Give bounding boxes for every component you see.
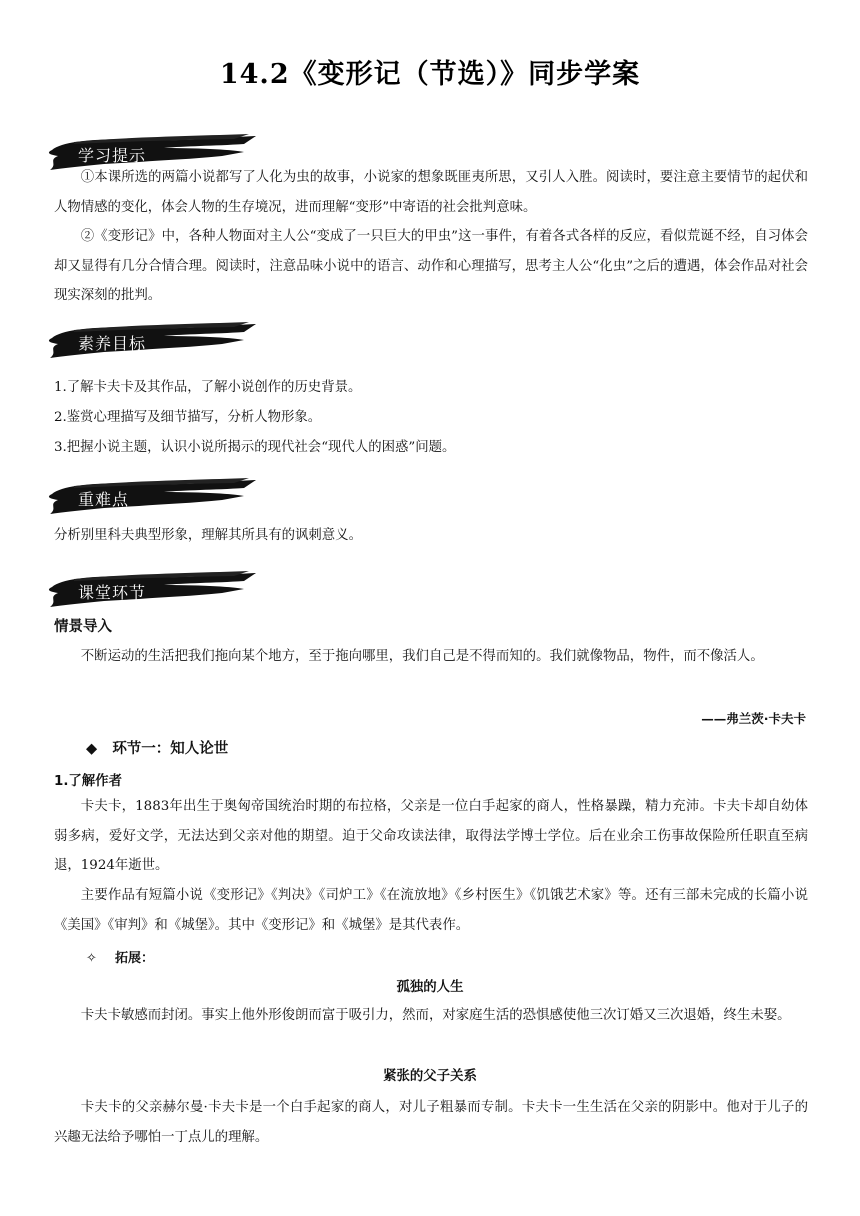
tips-paragraph-2: ②《变形记》中，各种人物面对主人公“变成了一只巨大的甲虫”这一事件，有着各式各样的反应，看似荒诞不经，自习体会却又显得有几分合情合理。阅读时，注意品味小说中的语言、动作和心理描写，思考主人公“化虫”之后的遭遇，体会作品对社会现实深刻的批判。 xyxy=(54,229,808,303)
page-title: 14.2《变形记（节选）》同步学案 xyxy=(219,59,641,90)
brush-stroke-icon xyxy=(44,571,259,611)
link1-heading xyxy=(86,737,228,758)
author-paragraph-1: 卡夫卡，1883年出生于奥匈帝国统治时期的布拉格，父亲是一位白手起家的商人，性格暴躁，精力充沛。卡夫卡却自幼体弱多病，爱好文学，无法达到父亲对他的期望。迫于父命攻读法律，取得法学博士学位。后在业余工伤事故保险所任职直至病退，1924年逝世。 xyxy=(54,799,808,873)
section-banner-class xyxy=(44,571,259,611)
section-heading: 重难点 xyxy=(78,490,130,509)
section-heading: 素养目标 xyxy=(78,334,147,353)
expand-label: 拓展： xyxy=(115,951,155,966)
star-bullet-icon: ✧ xyxy=(86,951,97,966)
section-banner-key xyxy=(44,478,259,518)
goal-item-1: 1.了解卡夫卡及其作品，了解小说创作的历史背景。 xyxy=(54,380,362,395)
father-title: 紧张的父子关系 xyxy=(383,1069,477,1084)
diamond-bullet-icon: ◆ xyxy=(86,741,98,757)
intro-title: 情景导入 xyxy=(54,619,112,635)
brush-stroke-icon xyxy=(44,322,259,362)
intro-text: 不断运动的生活把我们拖向某个地方，至于拖向哪里，我们自己是不得而知的。我们就像物品，物件，而不像活人。 xyxy=(80,649,764,664)
brush-stroke-icon xyxy=(44,478,259,518)
section-heading: 学习提示 xyxy=(78,146,147,165)
link1-title: 环节一：知人论世 xyxy=(112,741,229,757)
tips-paragraph-1: ①本课所选的两篇小说都写了人化为虫的故事，小说家的想象既匪夷所思，又引人入胜。阅读时，要注意主要情节的起伏和人物情感的变化，体会人物的生存境况，进而理解“变形”中寄语的社会批判意味。 xyxy=(54,170,808,215)
goal-item-3: 3.把握小说主题，认识小说所揭示的现代社会“现代人的困惑”问题。 xyxy=(54,440,456,455)
lonely-title: 孤独的人生 xyxy=(396,980,464,995)
lonely-text: 卡夫卡敏感而封闭。事实上他外形俊朗而富于吸引力，然而，对家庭生活的恐惧感使他三次订婚又三次退婚，终生未娶。 xyxy=(80,1008,791,1023)
key-point-text: 分析别里科夫典型形象，理解其所具有的讽刺意义。 xyxy=(54,528,362,543)
section-banner-goals xyxy=(44,322,259,362)
goal-item-2: 2.鉴赏心理描写及细节描写，分析人物形象。 xyxy=(54,410,322,425)
sub1-title: 1.了解作者 xyxy=(54,774,122,789)
section-heading: 课堂环节 xyxy=(78,583,147,602)
expand-heading xyxy=(86,947,154,966)
author-paragraph-2: 主要作品有短篇小说《变形记》《判决》《司炉工》《在流放地》《乡村医生》《饥饿艺术家》等。还有三部未完成的长篇小说《美国》《审判》和《城堡》。其中《变形记》和《城堡》是其代表作。 xyxy=(54,888,808,933)
quote-source: ——弗兰茨·卡夫卡 xyxy=(701,711,806,726)
father-text: 卡夫卡的父亲赫尔曼·卡夫卡是一个白手起家的商人，对儿子粗暴而专制。卡夫卡一生生活在父亲的阴影中。他对于儿子的兴趣无法给予哪怕一丁点儿的理解。 xyxy=(54,1100,808,1145)
